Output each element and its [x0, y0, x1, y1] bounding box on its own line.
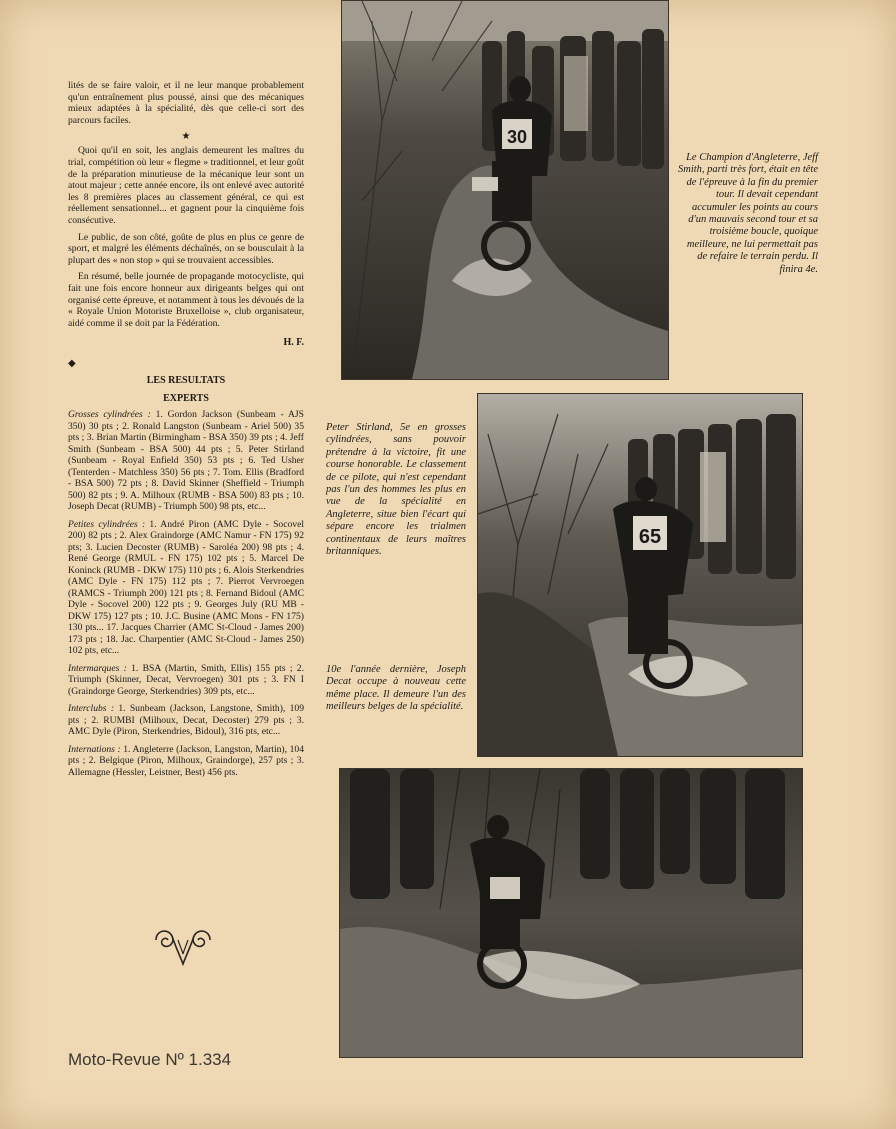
category-label: Interclubs : — [68, 703, 115, 715]
category-label: Petites cylindrées : — [68, 518, 146, 530]
results-grosses — [68, 409, 304, 513]
article-column — [68, 80, 304, 784]
racer-number: 30 — [506, 127, 528, 147]
photo-jeff-smith — [341, 0, 669, 380]
page-footer: Moto-Revue Nº 1.334 — [68, 1050, 232, 1069]
results-subheading: EXPERTS — [163, 393, 209, 405]
photo-caption: 10e l'année dernière, Joseph Decat occupe à nouveau cette même place. Il demeure l'un des meilleurs belges de la spécialité. — [326, 664, 466, 713]
racer-number: 65 — [638, 526, 662, 548]
category-label: Grosses cylindrées : — [68, 409, 151, 421]
article-paragraph: lités de se faire valoir, et il ne leur manque probablement qu'un entraînement plus poussé, ainsi que des mécaniques mieux adaptées à la spécialité, dès que celle-ci sort des parcours faciles. — [68, 80, 304, 126]
category-results: 1. Angleterre (Jackson, Langston, Martin), 104 pts ; 2. Belgique (Piron, Milhoux, Graindorge), 257 pts ; 3. Allemagne (Hessler, Leistner, Best) 456 pts. — [68, 743, 304, 778]
category-results: 1. Gordon Jackson (Sunbeam - AJS 350) 30 pts ; 2. Ronald Langston (Sunbeam - Ariel 500) 35 pts ; 3. Brian Martin (Birmingham - BSA 350) 39 pts ; 4. Jeff Smith (Sunbeam - BSA 500) 44 pts ; 5. Peter Stirland (Sunbeam - Royal Enfield 350) 53 pts ; 6. Ted Usher (Tenterden - Matchless 350) 56 pts ; 7. Tom. Ellis (Bradford - BSA 500) 72 pts ; 8. David Skinner (Sheffield - Triumph 500) 82 pts ; 9. A. Milhoux (RUMB - BSA 500) 83 pts ; 10. Joseph Decat (RUMB) - Triumph 500) 98 pts, etc... — [68, 409, 304, 513]
article-paragraph: Le public, de son côté, goûte de plus en plus ce genre de sport, et malgré les éléments déchaînés, on se bousculait à la plupart des « non stop » qui se trouvaient accessibles. — [68, 231, 304, 266]
photo-caption: Le Champion d'Angleterre, Jeff Smith, parti très fort, était en tête de l'épreuve à la fin du premier tour. Il devait cependant accumuler les points au cours d'un mauvais second tour et sa troisième boucle, quoique meilleure, ne lui permettait pas de refaire le terrain perdu. Il finira 4e. — [678, 152, 818, 275]
star-separator: ★ — [181, 131, 191, 143]
category-label: Intermarques : — [68, 662, 127, 674]
photo-decat — [339, 768, 803, 1058]
photo-stirland — [477, 393, 803, 757]
article-paragraph: Quoi qu'il en soit, les anglais demeurent les maîtres du trial, compétition où leur « flegme » traditionnel, et leur goût de la préparation minutieuse de la mécanique leur sont un atout majeur ; cette année encore, ils ont enlevé avec autorité les 8 premières places au classement général, ce qui est réellement sensationnel... et gagnent pour la cinquième fois consécutive. — [68, 145, 304, 226]
caption-stirland — [326, 422, 466, 558]
photo-caption: Peter Stirland, 5e en grosses cylindrées, sans pouvoir prétendre à la victoire, fit une course honorable. Le classement de ce pilote, qui n'est cependant pas l'un des hommes les plus en vue de la spécialité en Angleterre, situe bien l'écart qui sépare encore les trialmen continentaux de leurs maîtres britanniques. — [326, 422, 466, 558]
category-label: Internations : — [68, 743, 121, 755]
results-petites — [68, 519, 304, 657]
category-results: 1. BSA (Martin, Smith, Ellis) 155 pts ; 2. Triumph (Skinner, Decat, Vervroegen) 301 pts ; 3. FN I (Graindorge George, Sterkendries) 309 pts, etc... — [68, 662, 304, 697]
category-results: 1. Sunbeam (Jackson, Langstone, Smith), 109 pts ; 2. RUMBI (Milhoux, Decat, Decoster) 279 pts ; 3. AMC Dyle (Piron, Sterkendries, Bidoul), 316 pts, etc... — [68, 703, 304, 738]
author-signature: H. F. — [283, 337, 304, 349]
results-intermarques — [68, 663, 304, 698]
results-internations — [68, 744, 304, 779]
caption-decat — [326, 664, 466, 714]
decorative-ornament — [152, 926, 214, 971]
results-interclubs — [68, 703, 304, 738]
category-results: 1. André Piron (AMC Dyle - Socovel 200) 82 pts ; 2. Alex Graindorge (AMC Namur - FN 175) 92 pts; 3. Lucien Decoster (RUMB) - Saroléa 200) 98 pts ; 4. René George (RMUL - FN 175) 102 pts ; 5. Marcel De Koninck (RUMB - DKW 175) 110 pts ; 6. Alois Sterkendries (AMC Dyle - FN 175) 112 pts ; 7. Pierrot Vervroegen (RAMCS - Triumph 200) 121 pts ; 8. Fernand Bidoul (AMC Dyle - Socovel 200) 122 pts ; 9. Georges July (RU MB - DKW 175) 127 pts ; 10. J.C. Busine (AMC Mons - FN 175) 130 pts... 17. Jacques Charrier (AMC St-Cloud - James 200) 173 pts ; 18. Jac. Charpentier (AMC St-Cloud - James 250) 102 pts, etc... — [68, 518, 304, 657]
caption-jeff-smith — [676, 152, 818, 276]
article-paragraph: En résumé, belle journée de propagande motocycliste, qui fait une fois encore honneur aux dirigeants belges qui ont organisé cette épreuve, et notamment à tous les dévoués de la « Royale Union Motoriste Bruxelloise », club organisateur, aidé comme il se doit par la Fédération. — [68, 271, 304, 329]
results-heading: LES RESULTATS — [146, 375, 226, 387]
diamond-separator: ◆ — [68, 358, 76, 370]
